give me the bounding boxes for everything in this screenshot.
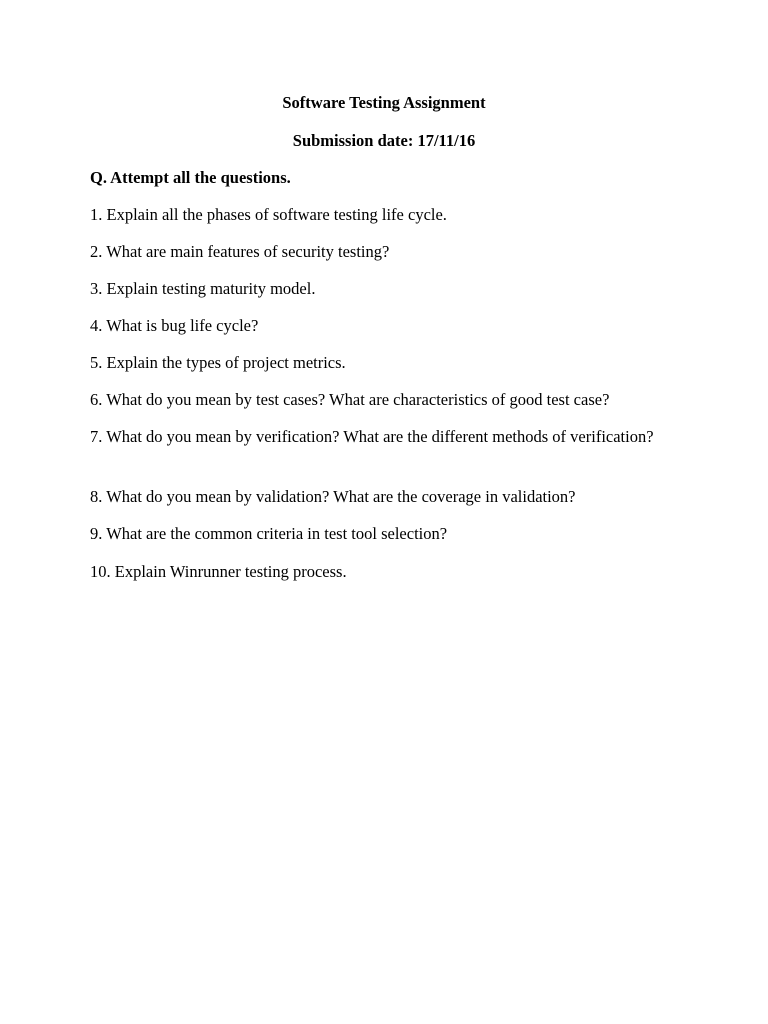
question-item: 2. What are main features of security testing?: [90, 242, 390, 261]
question-item: 10. Explain Winrunner testing process.: [90, 562, 347, 581]
question-item: 5. Explain the types of project metrics.: [90, 353, 346, 372]
document-title: Software Testing Assignment: [282, 93, 486, 112]
question-item: 9. What are the common criteria in test tool selection?: [90, 524, 448, 543]
question-item: 3. Explain testing maturity model.: [90, 279, 316, 298]
question-item: 1. Explain all the phases of software testing life cycle.: [90, 205, 447, 224]
question-item: 8. What do you mean by validation? What are the coverage in validation?: [90, 487, 576, 506]
instruction-text: Q. Attempt all the questions.: [90, 168, 291, 187]
question-item: 6. What do you mean by test cases? What are characteristics of good test case?: [90, 390, 610, 409]
submission-date: Submission date: 17/11/16: [292, 131, 476, 150]
question-item: 7. What do you mean by verification? What are the different methods of verification?: [90, 427, 654, 446]
question-item: 4. What is bug life cycle?: [90, 316, 259, 335]
